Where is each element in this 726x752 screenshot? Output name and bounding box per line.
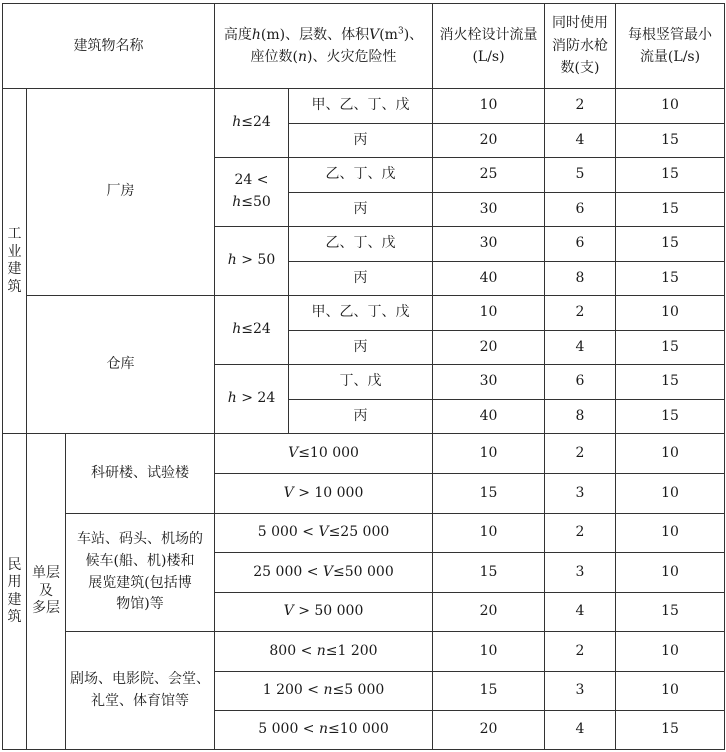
- hazard-cell: 乙、丁、戊: [289, 227, 433, 262]
- count-cell: 8: [545, 262, 616, 296]
- flow-cell: 10: [433, 434, 545, 474]
- criteria-cell: 800 < n≤1 200: [215, 632, 433, 672]
- header-criteria: 高度h(m)、层数、体积$V(m^3)$、 座位数(n)、火灾危险性: [215, 4, 433, 89]
- count-cell: 4: [545, 593, 616, 632]
- count-cell: 3: [545, 672, 616, 711]
- hazard-cell: 甲、乙、丁、戊: [289, 89, 433, 124]
- height-cell: h≤24: [215, 89, 289, 158]
- criteria-cell: 1 200 < n≤5 000: [215, 672, 433, 711]
- flow-cell: 10: [433, 632, 545, 672]
- min-flow-cell: 10: [616, 89, 725, 124]
- min-flow-cell: 15: [616, 193, 725, 227]
- header-flow: 消火栓设计流量 (L/s): [433, 4, 545, 89]
- flow-cell: 30: [433, 365, 545, 400]
- min-flow-cell: 10: [616, 514, 725, 553]
- min-flow-cell: 10: [616, 553, 725, 593]
- min-flow-cell: 10: [616, 474, 725, 514]
- flow-cell: 10: [433, 296, 545, 331]
- count-cell: 6: [545, 193, 616, 227]
- flow-cell: 10: [433, 89, 545, 124]
- theater-label: 剧场、电影院、会堂、 礼堂、体育馆等: [66, 632, 215, 750]
- count-cell: 2: [545, 434, 616, 474]
- count-cell: 3: [545, 474, 616, 514]
- category-industrial: 工 业 建 筑: [3, 89, 27, 434]
- min-flow-cell: 10: [616, 632, 725, 672]
- min-flow-cell: 15: [616, 400, 725, 434]
- count-cell: 2: [545, 296, 616, 331]
- min-flow-cell: 10: [616, 296, 725, 331]
- height-cell: h > 24: [215, 365, 289, 434]
- hazard-cell: 丙: [289, 331, 433, 365]
- flow-cell: 40: [433, 400, 545, 434]
- transport-label: 车站、码头、机场的 候车(船、机)楼和 展览建筑(包括博 物馆)等: [66, 514, 215, 632]
- min-flow-cell: 15: [616, 365, 725, 400]
- criteria-cell: 25 000 < V≤50 000: [215, 553, 433, 593]
- flow-cell: 30: [433, 193, 545, 227]
- criteria-cell: 5 000 < V≤25 000: [215, 514, 433, 553]
- hazard-cell: 丙: [289, 400, 433, 434]
- warehouse-label: 仓库: [27, 296, 215, 434]
- hazard-cell: 乙、丁、戊: [289, 158, 433, 193]
- hazard-cell: 甲、乙、丁、戊: [289, 296, 433, 331]
- count-cell: 6: [545, 365, 616, 400]
- flow-cell: 25: [433, 158, 545, 193]
- count-cell: 4: [545, 331, 616, 365]
- min-flow-cell: 15: [616, 227, 725, 262]
- min-flow-cell: 15: [616, 262, 725, 296]
- count-cell: 5: [545, 158, 616, 193]
- hazard-cell: 丁、戊: [289, 365, 433, 400]
- header-name: 建筑物名称: [3, 4, 215, 89]
- hazard-cell: 丙: [289, 124, 433, 158]
- flow-cell: 15: [433, 672, 545, 711]
- flow-cell: 20: [433, 711, 545, 750]
- flow-cell: 10: [433, 514, 545, 553]
- count-cell: 8: [545, 400, 616, 434]
- count-cell: 2: [545, 89, 616, 124]
- count-cell: 3: [545, 553, 616, 593]
- criteria-cell: 5 000 < n≤10 000: [215, 711, 433, 750]
- factory-label: 厂房: [27, 89, 215, 296]
- min-flow-cell: 15: [616, 124, 725, 158]
- count-cell: 4: [545, 124, 616, 158]
- height-cell: h≤24: [215, 296, 289, 365]
- flow-cell: 40: [433, 262, 545, 296]
- count-cell: 6: [545, 227, 616, 262]
- flow-cell: 20: [433, 331, 545, 365]
- flow-cell: 30: [433, 227, 545, 262]
- min-flow-cell: 10: [616, 672, 725, 711]
- min-flow-cell: 15: [616, 711, 725, 750]
- height-cell: 24 < h≤50: [215, 158, 289, 227]
- research-label: 科研楼、试验楼: [66, 434, 215, 514]
- category-civil: 民 用 建 筑: [3, 434, 27, 750]
- count-cell: 4: [545, 711, 616, 750]
- min-flow-cell: 10: [616, 434, 725, 474]
- criteria-cell: V≤10 000: [215, 434, 433, 474]
- criteria-cell: V > 50 000: [215, 593, 433, 632]
- count-cell: 2: [545, 514, 616, 553]
- flow-cell: 20: [433, 124, 545, 158]
- header-count: 同时使用 消防水枪 数(支): [545, 4, 616, 89]
- min-flow-cell: 15: [616, 331, 725, 365]
- flow-cell: 15: [433, 553, 545, 593]
- hazard-cell: 丙: [289, 262, 433, 296]
- hydrant-flow-table: [2, 3, 725, 750]
- min-flow-cell: 15: [616, 593, 725, 632]
- flow-cell: 15: [433, 474, 545, 514]
- header-min-flow: 每根竖管最小 流量(L/s): [616, 4, 725, 89]
- height-cell: h > 50: [215, 227, 289, 296]
- min-flow-cell: 15: [616, 158, 725, 193]
- hazard-cell: 丙: [289, 193, 433, 227]
- flow-cell: 20: [433, 593, 545, 632]
- count-cell: 2: [545, 632, 616, 672]
- category-civil-sub: 单层 及 多层: [27, 434, 66, 750]
- criteria-cell: V > 10 000: [215, 474, 433, 514]
